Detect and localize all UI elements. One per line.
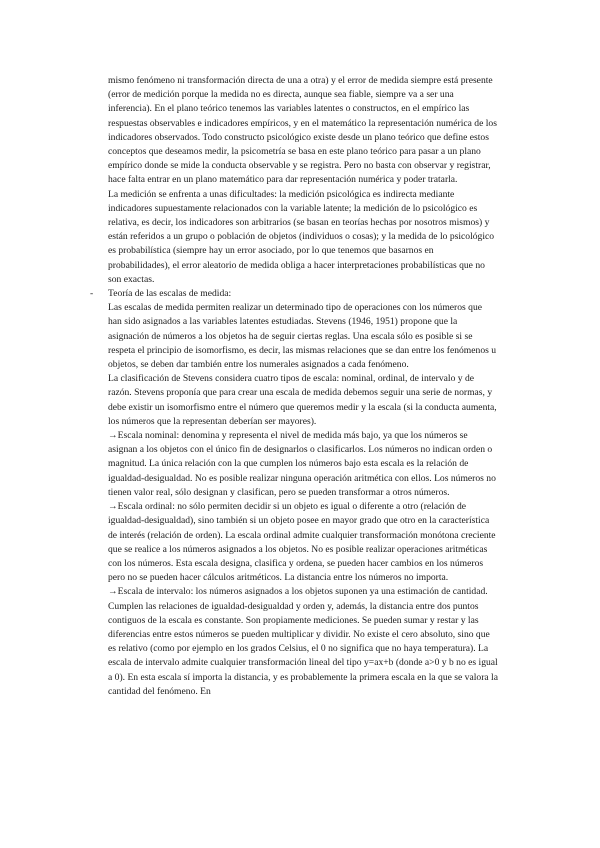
bullet-dash: - [90,288,94,300]
paragraph-scales-intro: Las escalas de medida permiten realizar un determinado tipo de operaciones con los números que han sido asignados a las variables latentes estudiadas. Stevens (1946, 1951) propone que la asignación de números a los objetos ha de seguir ciertas reglas. Una escala sólo es posible si se respeta el principio de isomorfismo, es decir, las mismas relaciones que se dan entre los fenómenos u objetos, se deben dar también entre los numerales asignados a cada fenómeno. [108,302,497,371]
paragraph-measurement-difficulties: La medición se enfrenta a unas dificultades: la medición psicológica es indirecta mediante indicadores supuestamente relacionados con la variable latente; la medición de lo psicológico es relativa, es decir, los indicadores son arbitrarios (se basan en teorías hechas por nosotros mismos) y están referidos a un grupo o población de objetos (individuos o cosas); y la medida de lo psicológico es probabilística (siempre hay un error asociado, por lo que tenemos que basarnos en probabilidades), el error aleatorio de medida obliga a hacer interpretaciones probabilísticas que no son exactas. [108,188,495,285]
paragraph-stevens-classification: La clasificación de Stevens considera cuatro tipos de escala: nominal, ordinal, de intervalo y de razón. Stevens proponía que para crear una escala de medida debemos seguir una serie de normas, y debe existir un isomorfismo entre el número que queremos medir y la escala (si la conducta aumenta, los números que la representan deberían ser mayores). [108,373,497,427]
paragraph-nominal-scale: →Escala nominal: denomina y representa el nivel de medida más bajo, ya que los números se asignan a los objetos con el único fin de designarlos o clasificarlos. Los números no indican orden o magnitud. La única relación con la que cumplen los números bajo esta escala es la relación de igualdad-desigualdad. No es posible realizar ninguna operación aritmética con ellos. Los números no tienen valor real, sólo designan y clasifican, pero se pueden transformar a otros números. [108,430,496,498]
document-body [90,74,498,699]
section-heading: Teoría de las escalas de medida: [108,288,232,300]
paragraph-interval-scale: →Escala de intervalo: los números asignados a los objetos suponen ya una estimación de cantidad. Cumplen las relaciones de igualdad-desigualdad y orden y, además, la distancia entre dos puntos contiguos de la escala es constante. Son propiamente mediciones. Se pueden sumar y restar y las diferencias entre estos números se pueden multiplicar y dividir. No existe el cero absoluto, sino que es relativo (como por ejemplo en los grados Celsius, el 0 no significa que no haya temperatura). La escala de intervalo admite cualquier transformación lineal del tipo y=ax+b (donde a>0 y b no es igual a 0). En esta escala sí importa la distancia, y es probablemente la primera escala en la que se valora la cantidad del fenómeno. En [108,586,498,697]
bullet-item-scales-theory [90,287,498,301]
paragraph-ordinal-scale: →Escala ordinal: no sólo permiten decidir si un objeto es igual o diferente a otro (relación de igualdad-desigualdad), sino también si un objeto posee en mayor grado que otro en la característica de interés (relación de orden). La escala ordinal admite cualquier transformación monótona creciente que se realice a los números asignados a los objetos. No es posible realizar operaciones aritméticas con los números. Esta escala designa, clasifica y ordena, se pueden hacer cambios en los números pero no se pueden hacer cálculos aritméticos. La distancia entre los números no importa. [108,501,496,584]
paragraph-measurement-planes: mismo fenómeno ni transformación directa de una a otra) y el error de medida siempre está presente (error de medición porque la medida no es directa, aunque sea fiable, siempre va a ser una inferencia). En el plano teórico tenemos las variables latentes o constructos, en el empírico las respuestas observables e indicadores empíricos, y en el matemático la representación numérica de los indicadores observados. Todo constructo psicológico existe desde un plano teórico que define estos conceptos que deseamos medir, la psicometría se basa en este plano teórico para pasar a un plano empírico donde se mide la conducta observable y se registra. Pero no basta con observar y registrar, hace falta entrar en un plano matemático para dar representación numérica y poder tratarla. [108,75,497,186]
